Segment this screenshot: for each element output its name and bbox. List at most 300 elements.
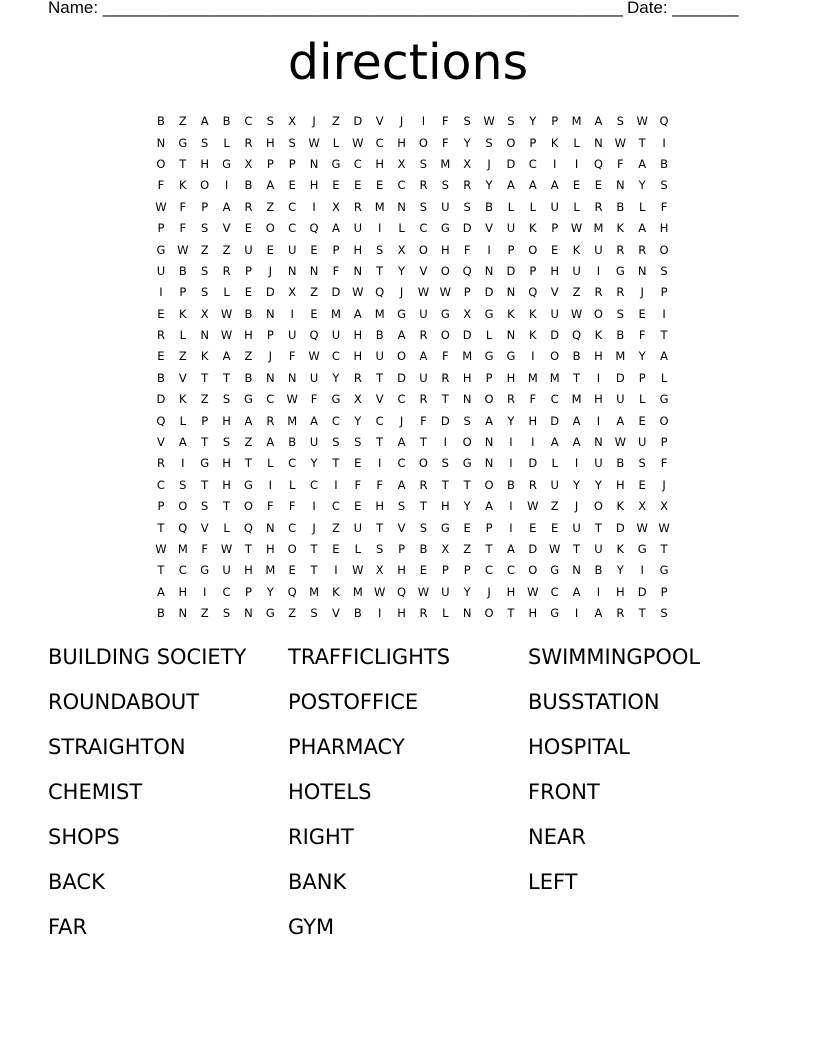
grid-letter: H xyxy=(440,499,450,514)
grid-letter: H xyxy=(528,606,538,621)
grid-letter: P xyxy=(201,413,209,428)
grid-letter: A xyxy=(594,606,603,621)
grid-letter: B xyxy=(353,606,362,621)
grid-letter: L xyxy=(223,520,230,535)
grid-letter: P xyxy=(266,328,274,343)
grid-letter: R xyxy=(594,285,603,300)
grid-letter: C xyxy=(550,392,559,407)
grid-letter: B xyxy=(375,328,384,343)
grid-letter: C xyxy=(244,114,253,129)
grid-letter: X xyxy=(638,499,647,514)
grid-letter: G xyxy=(440,221,450,236)
grid-letter: A xyxy=(660,349,668,364)
grid-letter: L xyxy=(660,370,668,385)
grid-letter: S xyxy=(419,156,428,171)
grid-letter: G xyxy=(178,135,188,150)
grid-letter: D xyxy=(265,285,275,300)
grid-letter: O xyxy=(440,328,450,343)
grid-letter: E xyxy=(551,242,559,257)
grid-letter: Z xyxy=(244,349,253,364)
grid-letter: S xyxy=(419,520,428,535)
grid-letter: A xyxy=(353,306,362,321)
grid-letter: Q xyxy=(462,263,472,278)
grid-letter: I xyxy=(290,306,294,321)
grid-letter: J xyxy=(574,499,579,514)
grid-letter: T xyxy=(376,370,384,385)
grid-letter: H xyxy=(200,156,210,171)
grid-letter: M xyxy=(330,306,341,321)
grid-letter: Q xyxy=(572,328,582,343)
grid-letter: Z xyxy=(331,114,340,129)
grid-letter: P xyxy=(157,499,165,514)
grid-letter: A xyxy=(507,542,515,556)
grid-letter: H xyxy=(659,221,669,236)
grid-letter: E xyxy=(354,178,362,193)
word-list-item: SHOPS xyxy=(48,825,120,849)
grid-letter: V xyxy=(397,520,406,535)
grid-letter: C xyxy=(353,156,362,171)
grid-letter: P xyxy=(201,199,209,214)
grid-letter: X xyxy=(288,114,297,129)
grid-letter: S xyxy=(376,242,384,257)
grid-letter: F xyxy=(157,178,165,193)
word-list-item: LEFT xyxy=(528,870,578,894)
grid-letter: A xyxy=(550,178,559,193)
grid-letter: U xyxy=(353,221,363,236)
grid-letter: L xyxy=(551,456,558,471)
grid-letter: C xyxy=(178,563,187,578)
grid-row xyxy=(150,453,675,474)
grid-letter: D xyxy=(528,456,538,471)
grid-row xyxy=(150,154,675,175)
grid-letter: F xyxy=(442,114,449,129)
grid-letter: C xyxy=(397,456,406,471)
grid-letter: O xyxy=(178,499,188,514)
grid-row xyxy=(150,325,675,346)
grid-letter: Y xyxy=(310,456,318,471)
grid-letter: G xyxy=(440,520,450,535)
grid-row xyxy=(150,560,675,581)
grid-letter: B xyxy=(419,542,428,556)
grid-letter: T xyxy=(223,499,231,514)
grid-letter: P xyxy=(638,370,646,385)
grid-letter: G xyxy=(550,563,560,578)
grid-letter: U xyxy=(287,242,297,257)
word-list-item: BACK xyxy=(48,870,105,894)
grid-letter: I xyxy=(509,499,513,514)
grid-letter: D xyxy=(528,542,538,556)
grid-letter: R xyxy=(506,392,515,407)
grid-letter: D xyxy=(637,584,647,599)
grid-letter: R xyxy=(244,135,253,150)
grid-letter: C xyxy=(288,520,297,535)
grid-letter: J xyxy=(399,413,404,428)
grid-letter: I xyxy=(509,520,513,535)
grid-letter: Z xyxy=(572,285,581,300)
grid-letter: R xyxy=(156,456,165,471)
grid-letter: F xyxy=(310,392,318,407)
grid-letter: N xyxy=(484,435,494,450)
grid-letter: U xyxy=(594,242,603,257)
grid-letter: L xyxy=(223,135,230,150)
grid-letter: Q xyxy=(659,114,669,129)
grid-letter: F xyxy=(660,199,668,214)
grid-letter: U xyxy=(594,456,603,471)
grid-letter: S xyxy=(179,477,187,492)
grid-letter: V xyxy=(485,221,493,236)
grid-letter: T xyxy=(660,542,668,556)
grid-letter: I xyxy=(377,221,382,236)
grid-letter: I xyxy=(509,435,513,450)
grid-letter: L xyxy=(354,542,362,556)
grid-letter: N xyxy=(397,199,406,214)
word-list-item: RIGHT xyxy=(288,825,354,849)
grid-letter: U xyxy=(616,392,625,407)
grid-letter: Y xyxy=(463,499,471,514)
grid-letter: N xyxy=(484,263,494,278)
grid-letter: C xyxy=(331,349,340,364)
grid-letter: Q xyxy=(528,285,538,300)
word-list-item: CHEMIST xyxy=(48,780,143,804)
grid-letter: V xyxy=(375,114,384,129)
grid-letter: B xyxy=(222,114,231,129)
grid-letter: I xyxy=(531,435,535,450)
grid-letter: K xyxy=(529,328,537,343)
grid-letter: T xyxy=(507,606,515,621)
grid-letter: I xyxy=(224,178,229,193)
grid-letter: E xyxy=(572,178,581,193)
grid-letter: B xyxy=(572,349,581,364)
grid-letter: Y xyxy=(398,263,406,278)
grid-letter: J xyxy=(312,520,316,535)
grid-letter: E xyxy=(288,563,296,578)
grid-letter: C xyxy=(266,392,275,407)
grid-letter: X xyxy=(397,242,406,257)
grid-letter: S xyxy=(507,114,515,129)
grid-letter: F xyxy=(179,221,187,236)
grid-letter: P xyxy=(266,156,274,171)
word-list-item: TRAFFICLIGHTS xyxy=(288,645,451,669)
grid-letter: A xyxy=(244,413,253,428)
grid-letter: S xyxy=(419,199,428,214)
grid-letter: M xyxy=(440,156,451,171)
grid-letter: S xyxy=(201,263,209,278)
grid-letter: S xyxy=(616,306,624,321)
word-search-grid xyxy=(150,111,675,624)
grid-letter: W xyxy=(439,285,451,300)
grid-letter: A xyxy=(222,199,231,214)
grid-row xyxy=(150,175,675,196)
grid-letter: L xyxy=(267,456,274,471)
grid-row xyxy=(150,261,675,282)
grid-letter: N xyxy=(266,306,275,321)
grid-letter: A xyxy=(616,413,625,428)
grid-letter: I xyxy=(487,242,491,257)
grid-letter: O xyxy=(528,242,538,257)
grid-letter: W xyxy=(549,542,561,556)
grid-row xyxy=(150,517,675,538)
grid-letter: S xyxy=(222,435,231,450)
grid-letter: N xyxy=(353,263,363,278)
grid-letter: L xyxy=(638,392,646,407)
grid-letter: P xyxy=(660,584,668,599)
grid-letter: S xyxy=(441,456,449,471)
grid-letter: N xyxy=(637,263,647,278)
grid-letter: H xyxy=(353,242,363,257)
grid-letter: P xyxy=(157,221,165,236)
grid-letter: C xyxy=(528,156,537,171)
grid-letter: H xyxy=(222,477,231,492)
grid-letter: X xyxy=(463,306,472,321)
grid-letter: A xyxy=(310,413,318,428)
grid-letter: T xyxy=(201,477,209,492)
grid-row xyxy=(150,539,675,560)
grid-letter: V xyxy=(222,221,231,236)
grid-letter: J xyxy=(268,263,273,278)
grid-letter: V xyxy=(419,263,428,278)
grid-letter: K xyxy=(332,584,340,599)
grid-letter: O xyxy=(484,477,494,492)
grid-letter: P xyxy=(507,242,515,257)
grid-letter: R xyxy=(419,328,428,343)
grid-letter: M xyxy=(527,370,538,385)
grid-letter: E xyxy=(244,285,253,300)
grid-letter: A xyxy=(419,349,428,364)
grid-letter: G xyxy=(484,349,494,364)
grid-letter: I xyxy=(596,584,601,599)
grid-letter: X xyxy=(660,499,668,514)
grid-letter: K xyxy=(200,349,209,364)
grid-letter: S xyxy=(660,606,668,621)
grid-letter: U xyxy=(441,584,450,599)
grid-letter: Y xyxy=(485,178,493,193)
grid-letter: H xyxy=(594,392,603,407)
grid-letter: F xyxy=(179,199,187,214)
grid-letter: U xyxy=(594,542,603,556)
grid-letter: P xyxy=(485,370,493,385)
grid-letter: U xyxy=(441,199,450,214)
grid-letter: T xyxy=(332,456,340,471)
grid-letter: W xyxy=(658,520,670,535)
grid-letter: X xyxy=(244,156,253,171)
grid-letter: R xyxy=(156,328,165,343)
grid-letter: M xyxy=(615,349,626,364)
grid-letter: U xyxy=(287,328,297,343)
grid-letter: J xyxy=(399,285,404,300)
grid-letter: H xyxy=(594,349,603,364)
grid-letter: A xyxy=(550,435,559,450)
grid-letter: I xyxy=(421,114,426,129)
grid-letter: U xyxy=(572,263,581,278)
grid-letter: Q xyxy=(397,584,407,599)
grid-letter: U xyxy=(550,306,559,321)
grid-letter: C xyxy=(331,413,340,428)
grid-letter: B xyxy=(485,199,493,214)
grid-letter: S xyxy=(660,263,668,278)
word-list-item: GYM xyxy=(288,915,335,939)
grid-letter: W xyxy=(220,306,233,321)
grid-letter: U xyxy=(419,370,428,385)
grid-letter: T xyxy=(573,370,581,385)
grid-letter: O xyxy=(462,435,472,450)
grid-letter: T xyxy=(310,542,318,556)
word-list-item: FRONT xyxy=(528,780,600,804)
grid-letter: N xyxy=(200,328,209,343)
grid-letter: Q xyxy=(309,328,319,343)
grid-letter: B xyxy=(660,156,668,171)
grid-letter: W xyxy=(570,221,583,236)
grid-letter: K xyxy=(507,306,515,321)
grid-letter: H xyxy=(506,370,516,385)
grid-letter: E xyxy=(244,221,253,236)
grid-letter: B xyxy=(288,435,297,450)
grid-letter: T xyxy=(638,135,646,150)
grid-letter: S xyxy=(397,499,406,514)
grid-letter: V xyxy=(200,520,209,535)
grid-letter: N xyxy=(266,370,275,385)
grid-letter: S xyxy=(222,606,231,621)
grid-letter: U xyxy=(309,435,319,450)
grid-letter: T xyxy=(441,477,449,492)
grid-letter: D xyxy=(550,413,560,428)
grid-letter: Q xyxy=(593,156,603,171)
grid-letter: Y xyxy=(507,413,515,428)
grid-letter: F xyxy=(638,328,646,343)
word-list-item: BANK xyxy=(288,870,347,894)
grid-letter: Y xyxy=(463,584,471,599)
grid-letter: Y xyxy=(332,370,340,385)
grid-letter: T xyxy=(244,542,252,556)
grid-letter: Y xyxy=(638,178,646,193)
grid-letter: G xyxy=(243,392,253,407)
grid-letter: U xyxy=(550,477,559,492)
grid-letter: C xyxy=(156,477,165,492)
grid-letter: K xyxy=(529,221,537,236)
grid-letter: G xyxy=(484,306,494,321)
grid-letter: U xyxy=(331,328,341,343)
grid-letter: K xyxy=(179,178,187,193)
grid-letter: H xyxy=(397,563,406,578)
grid-letter: R xyxy=(441,370,450,385)
grid-letter: J xyxy=(487,156,491,171)
grid-letter: Z xyxy=(288,606,297,621)
grid-letter: G xyxy=(615,263,625,278)
grid-letter: D xyxy=(156,392,166,407)
grid-letter: Y xyxy=(529,114,537,129)
grid-letter: I xyxy=(662,135,666,150)
grid-letter: T xyxy=(201,370,209,385)
grid-letter: F xyxy=(354,477,362,492)
grid-letter: U xyxy=(375,349,384,364)
grid-letter: P xyxy=(179,285,187,300)
grid-letter: C xyxy=(397,392,406,407)
grid-letter: O xyxy=(418,135,428,150)
grid-letter: A xyxy=(638,221,647,236)
grid-letter: E xyxy=(157,349,165,364)
grid-letter: L xyxy=(573,135,580,150)
grid-letter: R xyxy=(616,606,625,621)
grid-letter: T xyxy=(638,606,646,621)
grid-letter: T xyxy=(419,435,427,450)
grid-letter: D xyxy=(615,520,625,535)
grid-letter: B xyxy=(156,114,165,129)
grid-letter: F xyxy=(267,499,274,514)
grid-letter: Y xyxy=(266,584,274,599)
grid-letter: O xyxy=(397,349,407,364)
grid-letter: Q xyxy=(309,221,319,236)
grid-letter: Q xyxy=(375,285,385,300)
grid-letter: W xyxy=(220,328,233,343)
grid-letter: B xyxy=(156,370,165,385)
grid-letter: U xyxy=(550,199,559,214)
grid-letter: R xyxy=(419,178,428,193)
grid-letter: T xyxy=(223,370,231,385)
grid-letter: R xyxy=(638,242,647,257)
grid-letter: W xyxy=(636,520,648,535)
grid-letter: H xyxy=(353,328,363,343)
grid-letter: V xyxy=(375,392,384,407)
grid-letter: X xyxy=(397,156,406,171)
grid-letter: I xyxy=(574,156,579,171)
grid-letter: U xyxy=(506,221,516,236)
grid-letter: T xyxy=(179,156,187,171)
grid-letter: C xyxy=(331,499,340,514)
grid-letter: T xyxy=(376,520,384,535)
grid-row xyxy=(150,218,675,239)
word-list xyxy=(48,642,768,957)
name-field-line: Name: _______________________________________________________ xyxy=(48,0,623,17)
grid-letter: I xyxy=(531,349,535,364)
grid-letter: F xyxy=(288,349,296,364)
grid-letter: O xyxy=(418,456,428,471)
grid-letter: T xyxy=(157,520,165,535)
grid-letter: K xyxy=(616,542,625,556)
grid-letter: T xyxy=(485,542,493,556)
grid-letter: F xyxy=(376,477,383,492)
grid-letter: T xyxy=(441,392,449,407)
grid-letter: C xyxy=(419,221,428,236)
page-title: directions xyxy=(287,34,529,91)
grid-letter: R xyxy=(244,199,253,214)
grid-letter: I xyxy=(202,584,207,599)
grid-letter: C xyxy=(485,563,494,578)
grid-letter: I xyxy=(312,499,316,514)
grid-letter: J xyxy=(399,114,404,129)
grid-letter: R xyxy=(463,178,472,193)
grid-letter: H xyxy=(353,349,363,364)
grid-letter: O xyxy=(243,499,253,514)
grid-letter: I xyxy=(377,456,382,471)
grid-letter: H xyxy=(178,584,188,599)
grid-letter: H xyxy=(375,499,385,514)
grid-letter: F xyxy=(463,242,471,257)
grid-letter: P xyxy=(529,263,537,278)
grid-letter: E xyxy=(376,178,384,193)
grid-letter: W xyxy=(220,542,233,556)
grid-letter: U xyxy=(572,520,581,535)
grid-letter: I xyxy=(159,285,163,300)
grid-letter: I xyxy=(334,477,338,492)
grid-letter: J xyxy=(640,285,644,300)
grid-letter: A xyxy=(485,499,493,514)
grid-letter: D xyxy=(440,413,450,428)
grid-letter: P xyxy=(398,542,406,556)
grid-letter: M xyxy=(265,563,276,578)
grid-letter: T xyxy=(660,328,668,343)
grid-letter: N xyxy=(244,606,253,621)
word-list-item: PHARMACY xyxy=(288,735,405,759)
grid-letter: Z xyxy=(222,242,231,257)
